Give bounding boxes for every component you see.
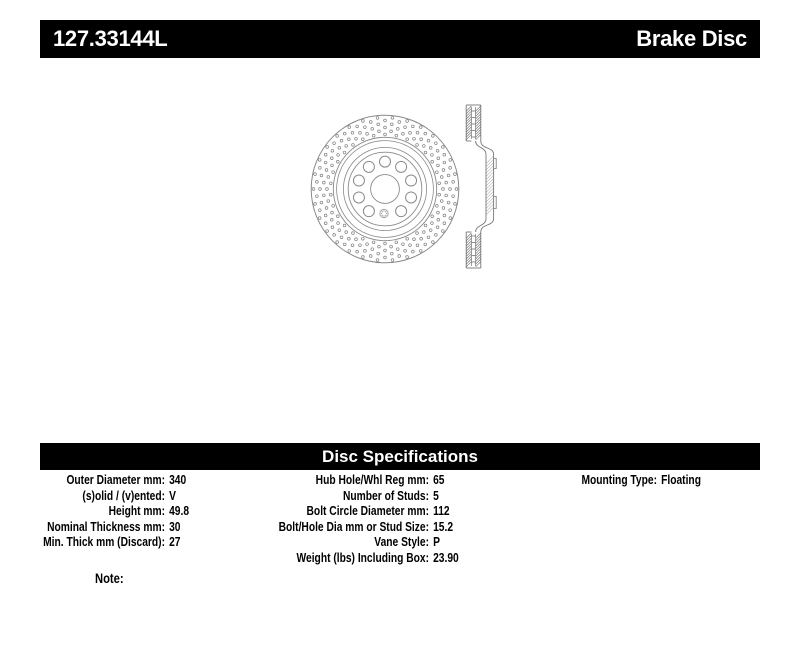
header-bar <box>40 20 760 58</box>
note-label: Note: <box>95 570 124 586</box>
spec-row-bolt-hole-dia <box>278 519 528 536</box>
spec-row-vane-style <box>307 535 528 551</box>
spec-row-mounting-type <box>565 473 741 489</box>
spec-row-min-thick <box>43 535 268 551</box>
spec-column-right <box>545 473 760 489</box>
spec-value: P <box>433 535 440 549</box>
spec-value: 5 <box>433 488 439 503</box>
spec-value: 340 <box>169 473 187 487</box>
spec-label: Bolt/Hole Dia mm or Stud Size: <box>278 519 429 534</box>
spec-row-number-of-studs <box>307 489 528 505</box>
spec-label: (s)olid / (v)ented: <box>82 488 165 503</box>
spec-label: Mounting Type: <box>581 473 657 487</box>
disc-specifications-title: Disc Specifications <box>322 446 478 466</box>
spec-row-solid-vented <box>63 489 268 505</box>
spec-label: Number of Studs: <box>343 488 429 503</box>
spec-row-height <box>63 504 268 520</box>
technical-drawing <box>300 95 510 280</box>
spec-label: Hub Hole/Whl Reg mm: <box>315 473 429 487</box>
spec-label: Height mm: <box>108 504 165 518</box>
spec-label: Bolt Circle Diameter mm: <box>306 504 429 518</box>
spec-column-middle <box>280 473 550 566</box>
spec-label: Min. Thick mm (Discard): <box>43 535 165 549</box>
product-type-title: Brake Disc <box>636 26 747 51</box>
spec-column-left <box>40 473 290 551</box>
disc-specifications-bar <box>40 443 760 470</box>
spec-value: 49.8 <box>169 504 190 518</box>
spec-value: Floating <box>661 473 701 487</box>
spec-row-bolt-circle-diameter <box>307 504 528 520</box>
part-number: 127.33144L <box>53 26 168 51</box>
spec-row-outer-diameter <box>63 473 268 489</box>
brake-disc-drawing <box>300 95 510 280</box>
spec-row-hub-hole <box>307 473 528 489</box>
spec-value: 23.90 <box>433 550 459 565</box>
spec-value: 65 <box>433 473 445 487</box>
spec-label: Outer Diameter mm: <box>66 473 165 487</box>
spec-label: Vane Style: <box>374 535 429 549</box>
spec-label: Nominal Thickness mm: <box>47 519 165 534</box>
spec-row-weight <box>296 550 528 567</box>
spec-value: 27 <box>169 535 181 549</box>
spec-value: 112 <box>433 504 450 518</box>
spec-value: 15.2 <box>433 519 454 534</box>
spec-value: 30 <box>169 519 181 534</box>
spec-row-nominal-thickness <box>47 519 268 536</box>
spec-value: V <box>169 488 176 503</box>
spec-label: Weight (lbs) Including Box: <box>296 550 429 565</box>
